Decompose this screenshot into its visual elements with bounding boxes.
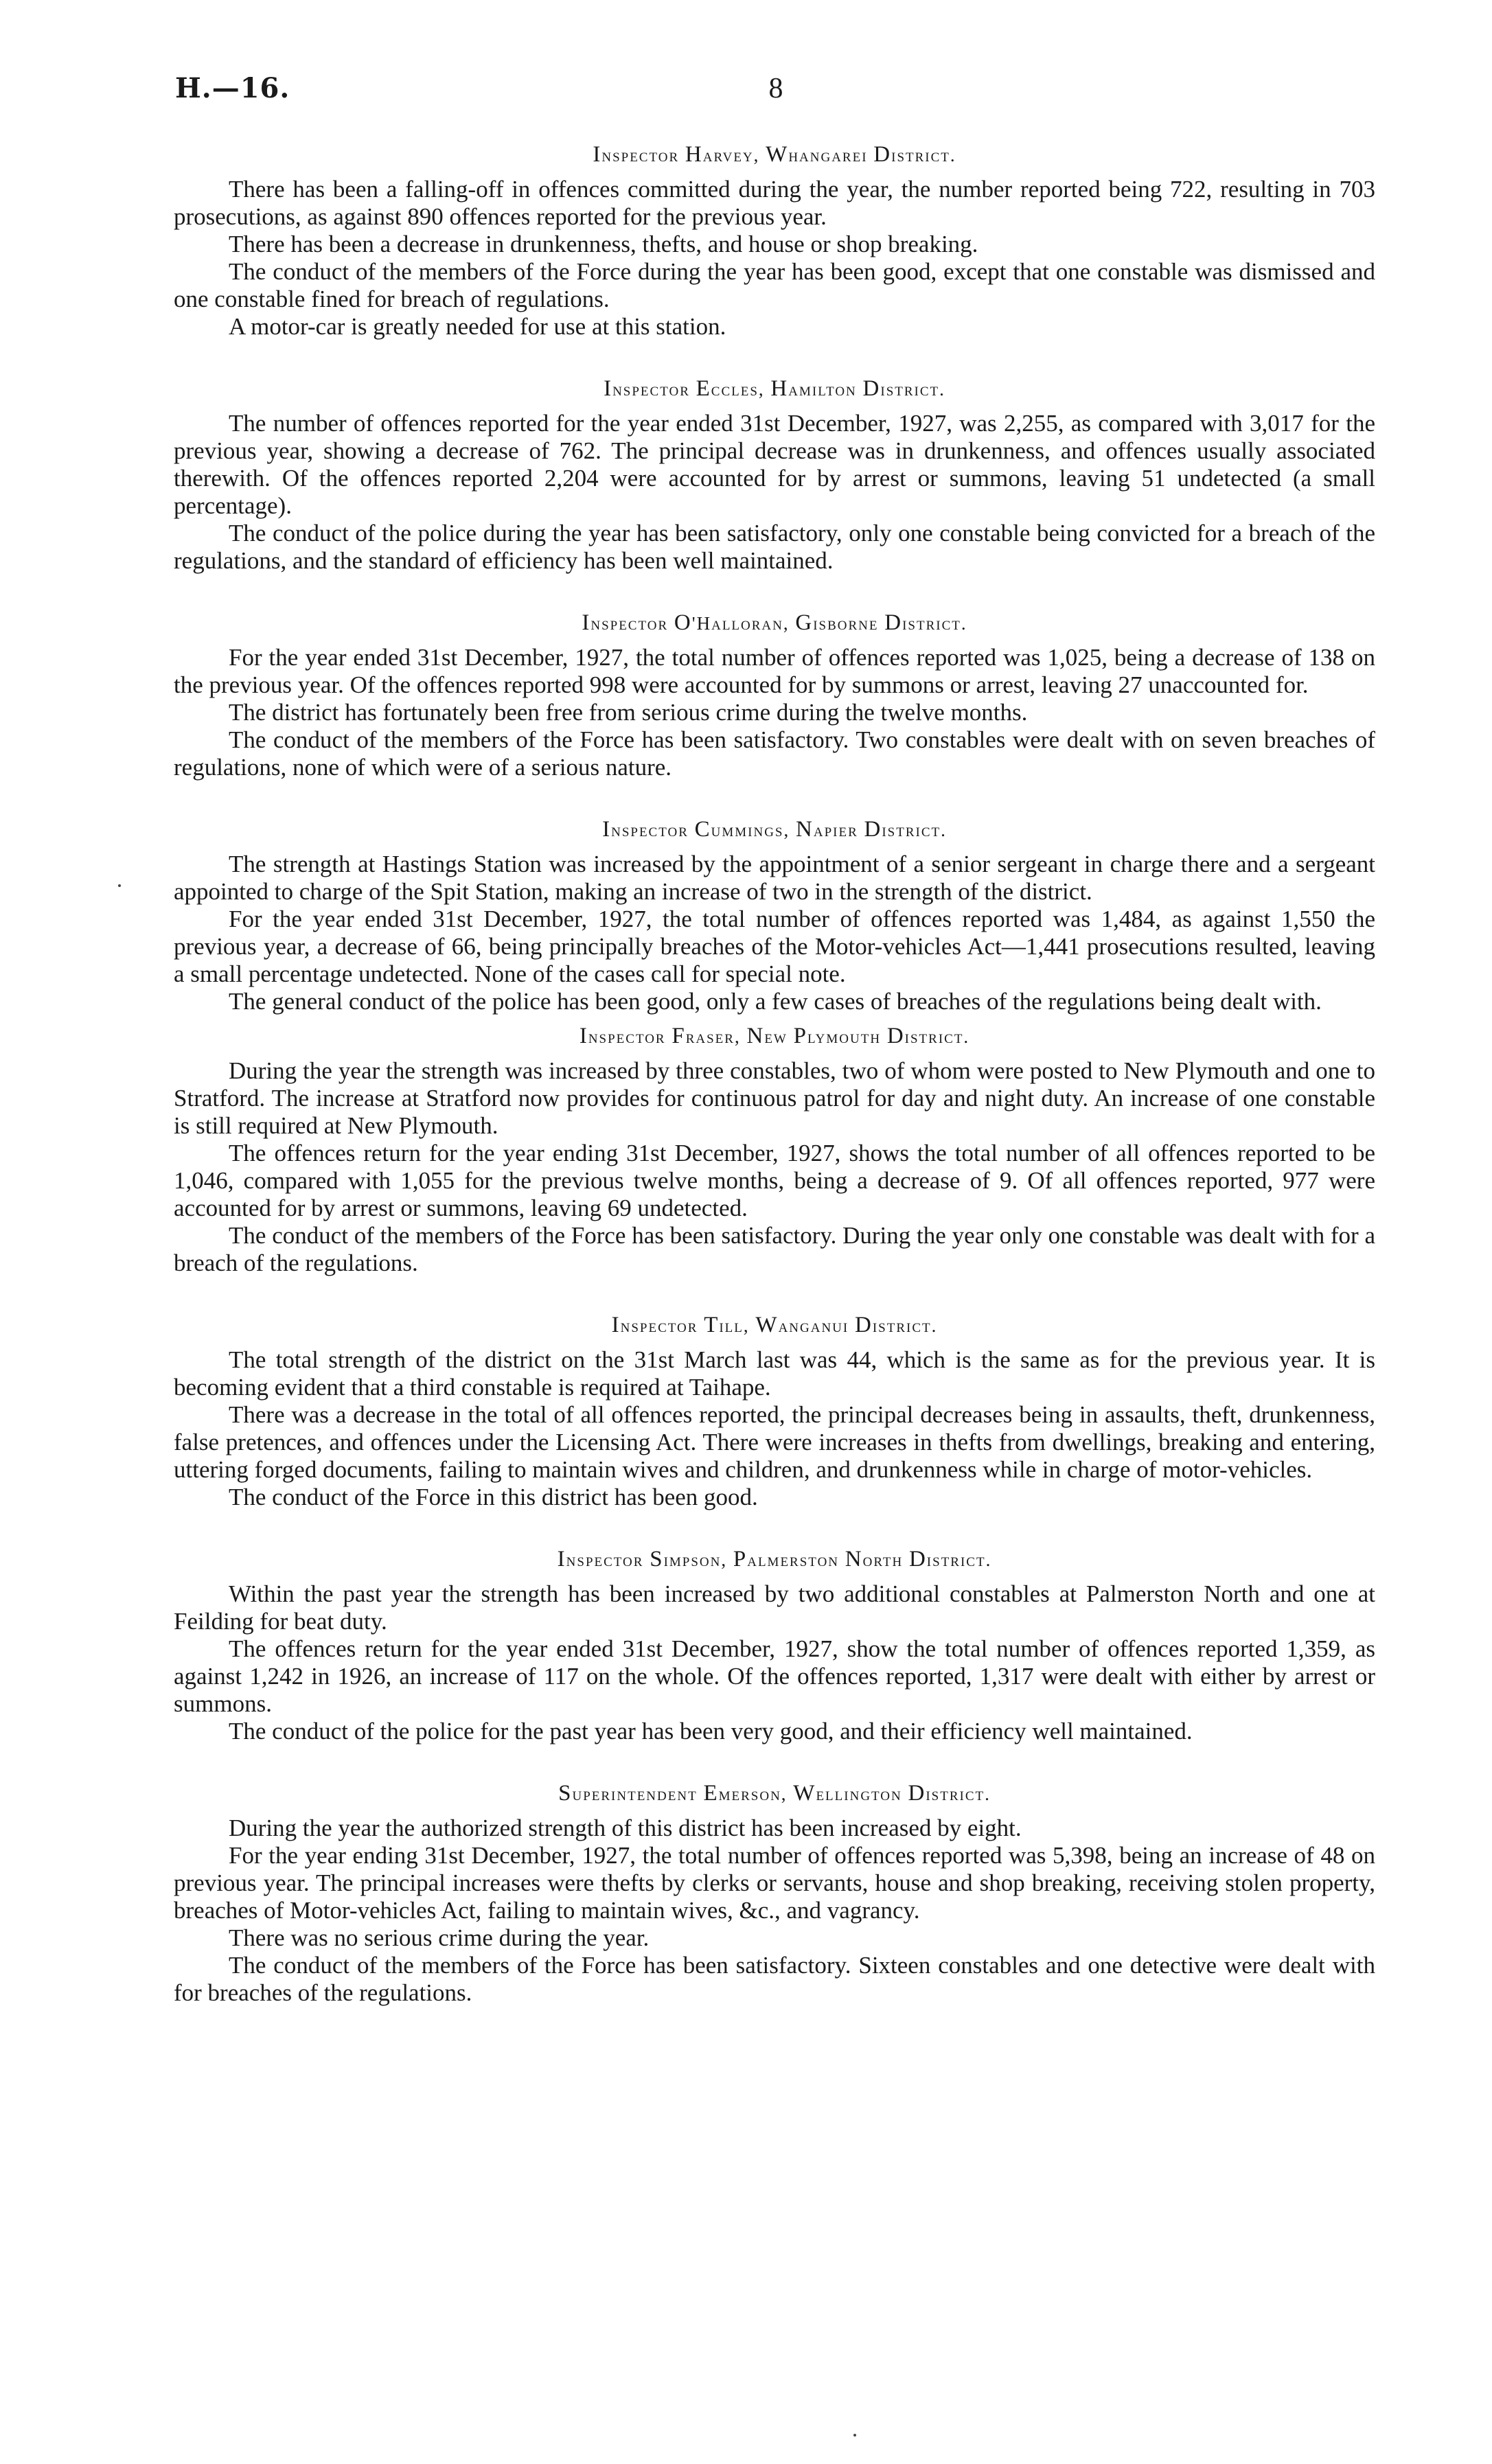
paragraph: The number of offences reported for the year ended 31st December, 1927, was 2,255, as compared with 3,017 for the previous year, showing a decrease of 762. The principal decrease was in drunkenness, and offences usually associated therewith. Of the offences reported 2,204 were accounted for by arrest or summons, leaving 51 undetected (a small percentage). xyxy=(174,410,1375,519)
paragraph: There was no serious crime during the year. xyxy=(229,1924,650,1951)
section-heading: Superintendent Emerson, Wellington District. xyxy=(558,1781,991,1806)
section-heading: Inspector Cummings, Napier District. xyxy=(602,817,947,842)
paragraph: The general conduct of the police has been good, only a few cases of breaches of the regulations being dealt with. xyxy=(229,988,1322,1015)
paragraph: For the year ended 31st December, 1927, the total number of offences reported was 1,025, being a decrease of 138 on the previous year. Of the offences reported 998 were accounted for by summons or arrest, leaving 27 unaccounted for. xyxy=(174,644,1375,698)
page-number: 8 xyxy=(768,73,783,104)
stray-ink-mark xyxy=(118,884,121,887)
paragraph: The conduct of the members of the Force has been satisfactory. During the year only one constable was dealt with for a breach of the regulations. xyxy=(174,1222,1375,1276)
paragraph: There was a decrease in the total of all offences reported, the principal decreases being in assaults, theft, drunkenness, false pretences, and offences under the Licensing Act. There were increases in thefts from dwellings, breaking and entering, uttering forged documents, failing to maintain wives and children, and drunkenness while in charge of motor-vehicles. xyxy=(174,1401,1375,1483)
section-new-plymouth xyxy=(174,1022,1375,1277)
section-whangarei xyxy=(174,141,1375,341)
paragraph: The conduct of the police for the past year has been very good, and their efficiency well maintained. xyxy=(229,1718,1193,1745)
section-heading: Inspector Simpson, Palmerston North District. xyxy=(557,1547,992,1571)
section-napier xyxy=(174,816,1375,1015)
paragraph: During the year the authorized strength of this district has been increased by eight. xyxy=(229,1815,1022,1841)
paragraph: For the year ended 31st December, 1927, the total number of offences reported was 1,484, as against 1,550 the previous year, a decrease of 66, being principally breaches of the Motor-vehicles Act—1,441 prosecutions resulted, leaving a small percentage undetected. None of the cases call for special note. xyxy=(174,906,1375,987)
section-heading: Inspector Eccles, Hamilton District. xyxy=(604,376,945,401)
paragraph: A motor-car is greatly needed for use at this station. xyxy=(229,313,726,340)
section-heading: Inspector Till, Wanganui District. xyxy=(611,1313,938,1337)
paragraph: The district has fortunately been free from serious crime during the twelve months. xyxy=(229,699,1028,726)
section-heading: Inspector O'Halloran, Gisborne District. xyxy=(582,610,967,635)
section-hamilton xyxy=(174,375,1375,575)
document-reference: H.—16. xyxy=(175,72,290,104)
paragraph: For the year ending 31st December, 1927, the total number of offences reported was 5,398, being an increase of 48 on previous year. The principal increases were thefts by clerks or servants, house and shop breaking, receiving stolen property, breaches of Motor-vehicles Act, failing to maintain wives, &c., and vagrancy. xyxy=(174,1842,1375,1924)
section-heading: Inspector Harvey, Whangarei District. xyxy=(593,142,956,167)
paragraph: The conduct of the members of the Force has been satisfactory. Sixteen constables and one detective were dealt with for breaches of the regulations. xyxy=(174,1952,1375,2006)
paragraph: The total strength of the district on the 31st March last was 44, which is the same as for the previous year. It is becoming evident that a third constable is required at Taihape. xyxy=(174,1346,1375,1401)
paragraph: The strength at Hastings Station was increased by the appointment of a senior sergeant in charge there and a sergeant appointed to charge of the Spit Station, making an increase of two in the strength of the district. xyxy=(174,851,1375,905)
paragraph: The conduct of the members of the Force has been satisfactory. Two constables were dealt with on seven breaches of regulations, none of which were of a serious nature. xyxy=(174,726,1375,781)
report-body xyxy=(174,141,1375,2041)
paragraph: There has been a falling-off in offences committed during the year, the number reported being 722, resulting in 703 prosecutions, as against 890 offences reported for the previous year. xyxy=(174,176,1375,230)
paragraph: The conduct of the Force in this district has been good. xyxy=(229,1484,758,1510)
paragraph: The offences return for the year ended 31st December, 1927, show the total number of offences reported 1,359, as against 1,242 in 1926, an increase of 117 on the whole. Of the offences reported, 1,317 were dealt with either by arrest or summons. xyxy=(174,1635,1375,1717)
paragraph: The conduct of the members of the Force during the year has been good, except that one constable was dismissed and one constable fined for breach of regulations. xyxy=(174,258,1375,312)
paragraph: The conduct of the police during the year has been satisfactory, only one constable being convicted for a breach of the regulations, and the standard of efficiency has been well maintained. xyxy=(174,520,1375,574)
paragraph: There has been a decrease in drunkenness, thefts, and house or shop breaking. xyxy=(229,231,978,257)
section-wellington xyxy=(174,1780,1375,2007)
section-palmerston-north xyxy=(174,1545,1375,1745)
paragraph: The offences return for the year ending 31st December, 1927, shows the total number of all offences reported to be 1,046, compared with 1,055 for the previous twelve months, being a decrease of 9. Of all offences reported, 977 were accounted for by arrest or summons, leaving 69 undetected. xyxy=(174,1140,1375,1221)
paragraph: During the year the strength was increased by three constables, two of whom were posted to New Plymouth and one to Stratford. The increase at Stratford now provides for continuous patrol for day and night duty. An increase of one constable is still required at New Plymouth. xyxy=(174,1057,1375,1139)
section-gisborne xyxy=(174,609,1375,781)
page-header xyxy=(175,72,1377,120)
paragraph: Within the past year the strength has been increased by two additional constables at Palmerston North and one at Feilding for beat duty. xyxy=(174,1580,1375,1635)
section-wanganui xyxy=(174,1311,1375,1511)
stray-ink-mark xyxy=(853,2434,856,2437)
section-heading: Inspector Fraser, New Plymouth District. xyxy=(579,1024,970,1048)
